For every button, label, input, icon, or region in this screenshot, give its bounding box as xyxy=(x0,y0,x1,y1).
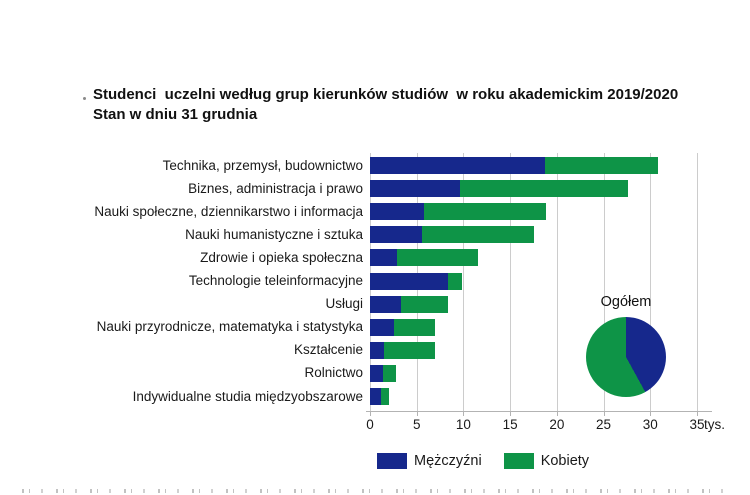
bar-segment-women xyxy=(460,180,628,197)
x-axis-tick-label: 25 xyxy=(596,417,612,432)
title-block xyxy=(93,85,678,125)
legend-swatch-men xyxy=(377,453,407,469)
bar-segment-women xyxy=(384,342,435,359)
category-label: Zdrowie i opieka społeczna xyxy=(200,249,363,265)
pie-chart xyxy=(586,317,666,397)
bar-segment-women xyxy=(545,157,658,174)
chart-title: Studenci uczelni według grup kierunków studiów w roku akademickim 2019/2020 xyxy=(93,86,679,103)
bar-segment-men xyxy=(370,273,448,290)
bar-segment-men xyxy=(370,249,397,266)
legend-label: Mężczyźni xyxy=(414,453,482,469)
legend-item-men xyxy=(377,453,482,469)
category-label: Nauki humanistyczne i sztuka xyxy=(185,226,363,242)
title-leading-dot xyxy=(83,97,86,100)
clipped-footnote-text xyxy=(22,489,728,493)
x-axis-tick-label: 0 xyxy=(366,417,374,432)
bar-segment-women xyxy=(424,203,545,220)
bar-segment-men xyxy=(370,296,401,313)
legend-item-women xyxy=(504,453,589,469)
chart-subtitle: Stan w dniu 31 grudnia xyxy=(93,106,258,123)
legend xyxy=(377,453,589,469)
bar-segment-men xyxy=(370,180,460,197)
category-label: Nauki społeczne, dziennikarstwo i informacja xyxy=(94,203,363,219)
gridline xyxy=(697,153,698,411)
bar-segment-men xyxy=(370,365,383,382)
bar-segment-men xyxy=(370,226,422,243)
bar-segment-women xyxy=(401,296,449,313)
category-label: Rolnictwo xyxy=(304,365,363,381)
legend-label: Kobiety xyxy=(540,453,590,469)
bar-segment-men xyxy=(370,319,394,336)
bar-segment-women xyxy=(381,388,388,405)
category-label: Indywidualne studia międzyobszarowe xyxy=(132,388,363,404)
category-label: Nauki przyrodnicze, matematyka i statystyka xyxy=(96,319,363,335)
bar-segment-men xyxy=(370,157,545,174)
x-axis-tick-label: 10 xyxy=(455,417,471,432)
x-axis-tick-label: 35 xyxy=(689,417,705,432)
category-label: Kształcenie xyxy=(293,342,363,358)
category-label: Technika, przemysł, budownictwo xyxy=(162,157,363,173)
bar-segment-women xyxy=(383,365,396,382)
x-axis-line xyxy=(366,411,712,412)
pie-title: Ogółem xyxy=(600,294,652,310)
x-axis-unit-label: tys. xyxy=(704,417,726,432)
category-label: Technologie teleinformacyjne xyxy=(188,273,363,288)
x-axis-tick-label: 30 xyxy=(642,417,658,432)
x-axis-tick-label: 15 xyxy=(502,417,518,432)
bar-segment-men xyxy=(370,388,381,405)
legend-swatch-women xyxy=(504,453,534,469)
bar-segment-men xyxy=(370,203,424,220)
bar-segment-women xyxy=(394,319,435,336)
bar-segment-men xyxy=(370,342,384,359)
x-axis-tick-label: 20 xyxy=(549,417,565,432)
x-axis-tick-label: 5 xyxy=(412,417,421,432)
category-label: Usługi xyxy=(325,296,363,312)
bar-segment-women xyxy=(448,273,462,290)
bar-segment-women xyxy=(422,226,534,243)
category-label: Biznes, administracja i prawo xyxy=(188,180,363,196)
bar-segment-women xyxy=(397,249,478,266)
